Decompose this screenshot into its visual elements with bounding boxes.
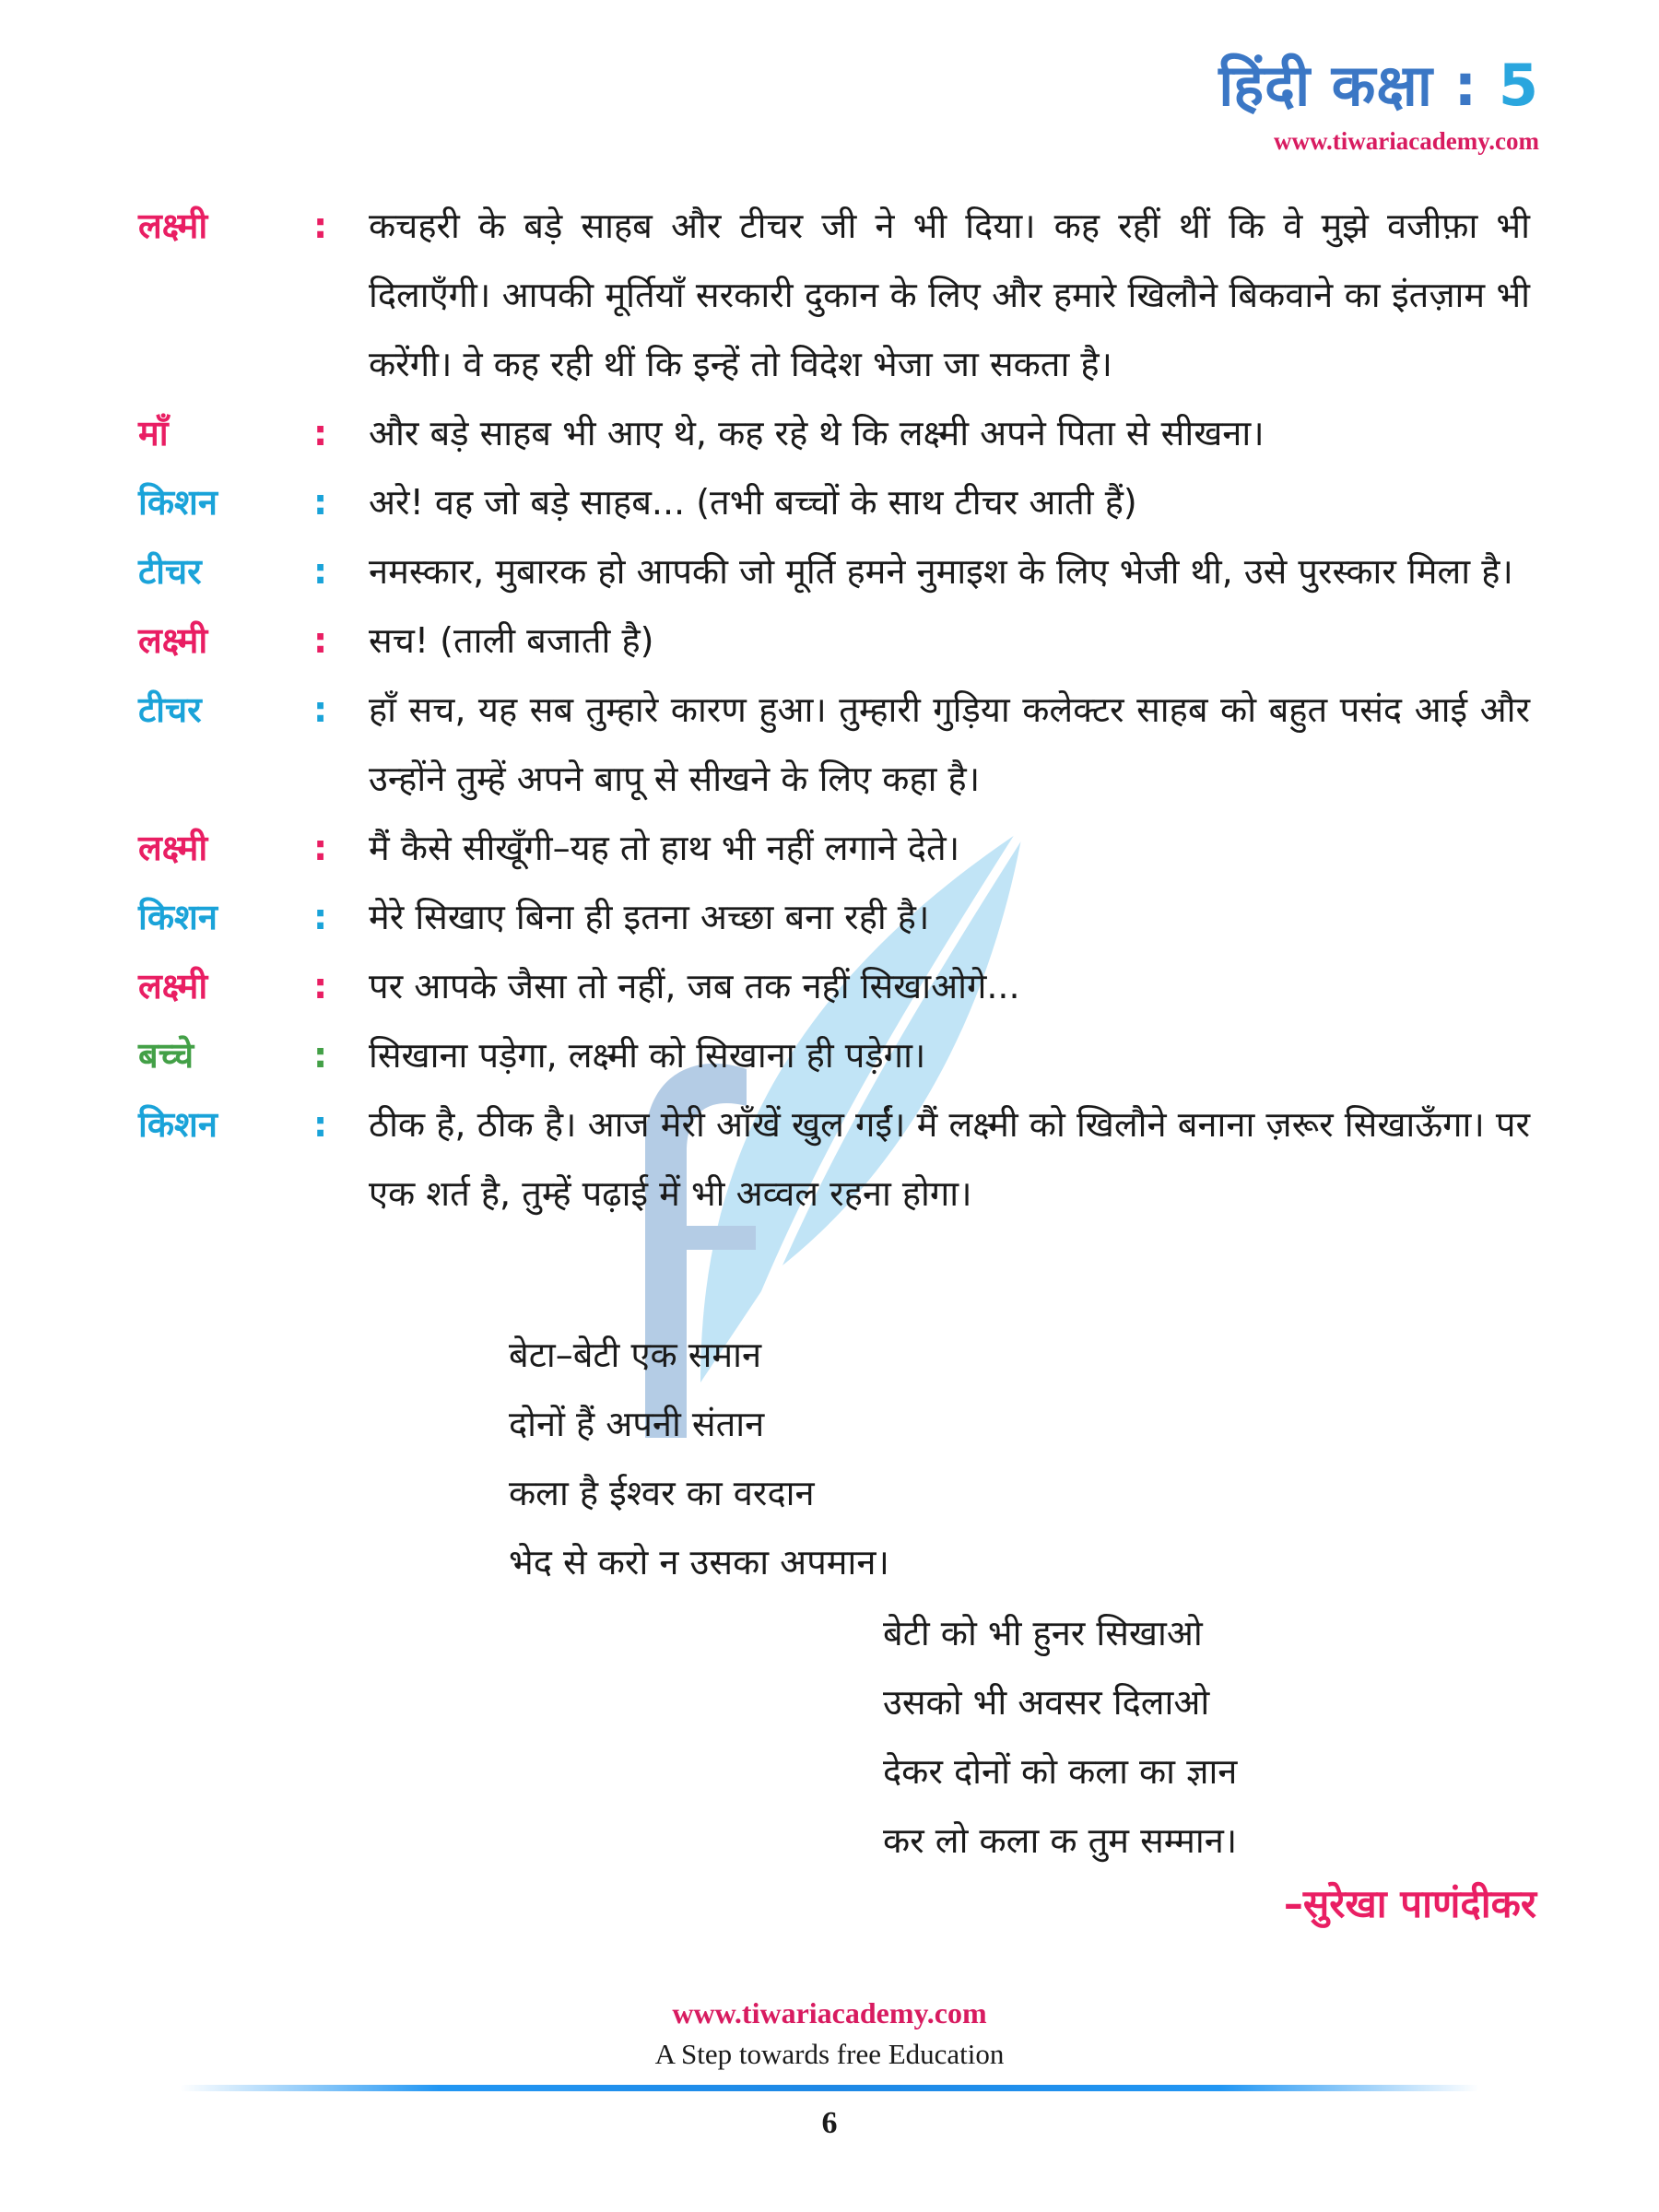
poem-line: बेटी को भी हुनर सिखाओ [883,1613,1203,1653]
speaker-name: टीचर [138,551,202,592]
footer-tagline: A Step towards free Education [654,2038,1005,2070]
dialogue-row [138,192,1530,399]
poem-line: कला है ईश्वर का वरदान [509,1473,815,1513]
header-title [1218,52,1539,119]
dialogue-text: सिखाना पड़ेगा, लक्ष्मी को सिखाना ही पड़ेगा। [369,1035,926,1076]
dialogue-text: कचहरी के बड़े साहब और टीचर जी ने भी दिया। कह रहीं थीं कि वे मुझे वजीफ़ा भी दिलाएँगी। आपकी मूर्तियाँ सरकारी दुकान के लिए और हमारे खिलौने बिकवाने का इंतज़ाम भी करेंगी। वे कह रही थीं कि इन्हें तो विदेश भेजा जा सकता है। [369,206,1530,384]
poem-stanza-1 [509,1321,889,1597]
page-header [1218,52,1539,156]
header-title-text: हिंदी कक्षा : [1218,52,1478,119]
dialogue-row [138,606,1530,676]
dialogue-text: मेरे सिखाए बिना ही इतना अच्छा बना रही है। [369,897,930,937]
dialogue-row [138,468,1530,537]
speaker-name: लक्ष्मी [138,620,208,661]
speaker-separator: : [313,620,328,661]
dialogue-row [138,883,1530,952]
footer-url[interactable]: www.tiwariacademy.com [672,1996,987,2030]
speaker-separator: : [313,966,328,1006]
dialogue-text: और बड़े साहब भी आए थे, कह रहे थे कि लक्ष्मी अपने पिता से सीखना। [369,413,1265,453]
dialogue-row [138,676,1530,814]
dialogue-row [138,1090,1530,1229]
poem-line: भेद से करो न उसका अपमान। [509,1542,889,1583]
author-credit: –सुरेखा पाणंदीकर [1283,1881,1536,1926]
speaker-name: किशन [138,897,218,937]
speaker-name: माँ [138,413,169,453]
dialogue-text: हाँ सच, यह सब तुम्हारे कारण हुआ। तुम्हारी गुड़िया कलेक्टर साहब को बहुत पसंद आई और उन्होंने तुम्हें अपने बापू से सीखने के लिए कहा है। [369,689,1530,799]
dialogue-text: सच! (ताली बजाती है) [369,620,654,661]
speaker-separator: : [313,1104,328,1145]
poem-line: दोनों हैं अपनी संतान [509,1404,765,1444]
speaker-name: किशन [138,482,218,523]
speaker-separator: : [313,897,328,937]
poem-line: देकर दोनों को कला का ज्ञान [883,1751,1238,1792]
dialogue-row [138,537,1530,606]
speaker-separator: : [313,828,328,868]
dialogue-text: पर आपके जैसा तो नहीं, जब तक नहीं सिखाओगे... [369,966,1020,1006]
speaker-name: लक्ष्मी [138,828,208,868]
speaker-separator: : [313,206,328,246]
dialogue-row [138,814,1530,883]
speaker-name: लक्ष्मी [138,206,208,246]
dialogue-text: अरे! वह जो बड़े साहब... (तभी बच्चों के साथ टीचर आती हैं) [369,482,1137,523]
dialogue-section [138,192,1530,1229]
dialogue-row [138,399,1530,468]
header-url[interactable]: www.tiwariacademy.com [1274,127,1539,155]
dialogue-row [138,952,1530,1021]
dialogue-text: नमस्कार, मुबारक हो आपकी जो मूर्ति हमने नुमाइश के लिए भेजी थी, उसे पुरस्कार मिला है। [369,551,1513,592]
page-number: 6 [821,2106,838,2140]
speaker-separator: : [313,1035,328,1076]
speaker-name: बच्चे [138,1035,194,1076]
speaker-separator: : [313,413,328,453]
speaker-name: किशन [138,1104,218,1145]
speaker-name: लक्ष्मी [138,966,208,1006]
speaker-separator: : [313,689,328,730]
dialogue-row [138,1021,1530,1090]
poem-line: उसको भी अवसर दिलाओ [883,1682,1210,1723]
speaker-separator: : [313,551,328,592]
poem-stanza-2 [883,1599,1237,1876]
speaker-name: टीचर [138,689,202,730]
speaker-separator: : [313,482,328,523]
dialogue-text: ठीक है, ठीक है। आज मेरी आँखें खुल गईं। मैं लक्ष्मी को खिलौने बनाना ज़रूर सिखाऊँगा। पर एक शर्त है, तुम्हें पढ़ाई में भी अव्वल रहना होगा। [369,1104,1530,1214]
dialogue-text: मैं कैसे सीखूँगी–यह तो हाथ भी नहीं लगाने देते। [369,828,960,868]
poem-line: कर लो कला क तुम सम्मान। [883,1820,1238,1861]
poem-line: बेटा–बेटी एक समान [509,1335,762,1375]
footer-divider [180,2085,1479,2091]
header-class-number: 5 [1498,52,1539,119]
